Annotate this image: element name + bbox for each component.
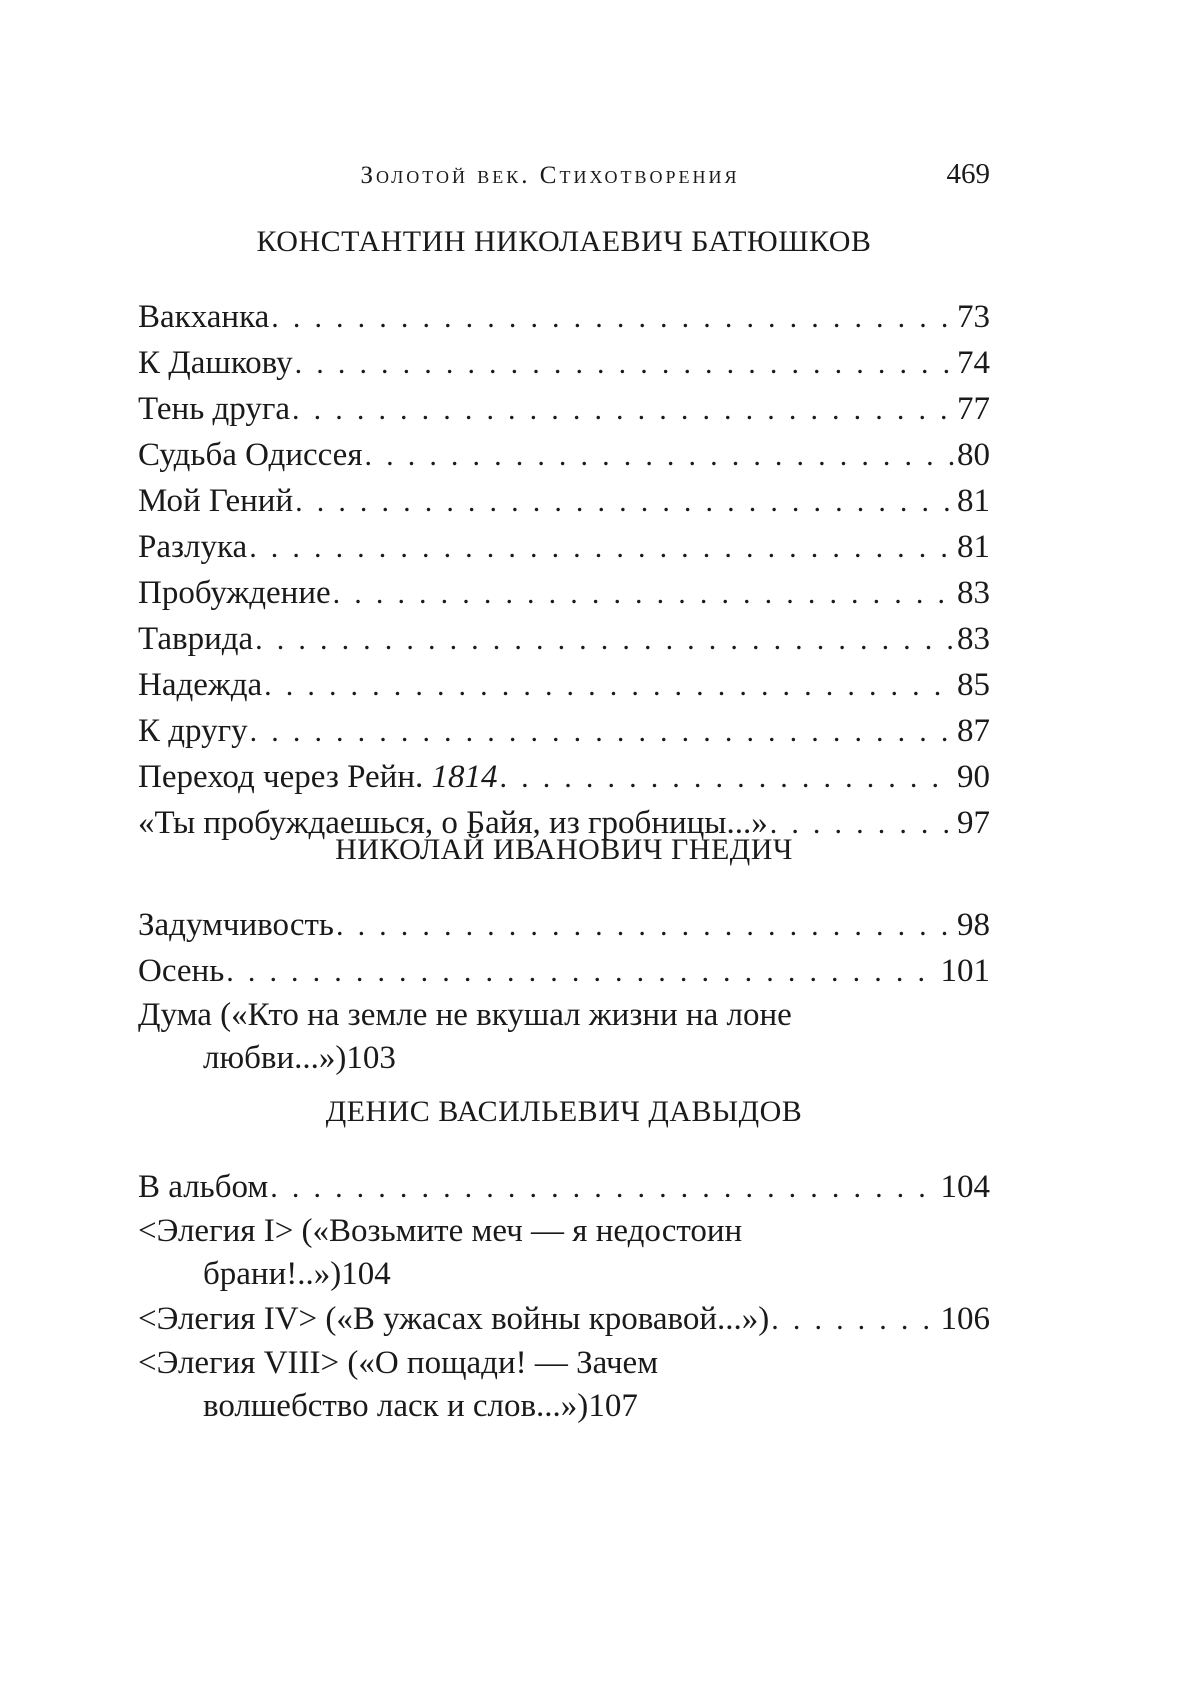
toc-entry[interactable] [138,386,990,432]
section-batyushkov [138,222,990,846]
toc-entry[interactable] [138,1296,990,1342]
toc-entry[interactable] [138,662,990,708]
toc-entry[interactable] [138,294,990,340]
entry-title [138,754,498,800]
entry-page: 74 [957,345,990,381]
entry-page: 80 [957,437,990,473]
entry-page: 83 [957,621,990,657]
dot-leader [771,1297,938,1343]
toc-entry[interactable] [138,948,990,994]
entry-title: <Элегия IV> («В ужасах войны кровавой...») [138,1301,770,1337]
dot-leader [249,525,955,571]
running-head [0,158,1190,198]
entry-title-line2: любви...») [203,1040,347,1076]
entry-page: 81 [957,529,990,565]
dot-leader [226,949,938,995]
section-gnedich [138,830,990,1080]
entry-page: 104 [940,1169,990,1205]
entry-page: 103 [346,1040,396,1076]
toc-entry[interactable] [138,754,990,800]
entry-title: «Ты пробуждаешься, о Байя, из гробницы...» [138,805,768,841]
entry-title: К Дашкову [138,345,293,381]
running-head-title: Золотой век. Стихотворения [360,162,740,189]
entry-title-line2: волшебство ласк и слов...») [203,1388,589,1424]
entry-title-line1: <Элегия VIII> («О пощади! — Зачем [138,1345,659,1381]
dot-leader [270,1165,938,1211]
entry-title: Надежда [138,667,263,703]
dot-leader [333,571,955,617]
entry-title-year: 1814 [431,759,498,795]
author-heading: ДЕНИС ВАСИЛЬЕВИЧ ДАВЫДОВ [325,1095,803,1128]
toc-entry-multiline[interactable] [138,1210,990,1296]
toc-entry[interactable] [138,570,990,616]
toc-entry[interactable] [138,708,990,754]
entry-page: 101 [940,953,990,989]
author-heading: КОНСТАНТИН НИКОЛАЕВИЧ БАТЮШКОВ [256,225,872,258]
entry-title: Судьба Одиссея [138,437,363,473]
section-davydov [138,1092,990,1428]
entry-title-line1: Дума («Кто на земле не вкушал жизни на лоне [138,997,792,1033]
entry-page: 73 [957,299,990,335]
entry-title: Таврида [138,621,254,657]
page-number: 469 [946,158,990,190]
toc-entry[interactable] [138,432,990,478]
entry-page: 107 [588,1388,638,1424]
entry-page: 106 [940,1301,990,1337]
dot-leader [336,903,955,949]
entry-title-text: Переход через Рейн. [138,759,424,795]
entry-title: В альбом [138,1169,269,1205]
dot-leader [255,617,955,663]
dot-leader [292,387,955,433]
dot-leader [365,433,955,479]
toc-entry-multiline[interactable] [138,1342,990,1428]
entry-page: 85 [957,667,990,703]
entry-page: 98 [957,907,990,943]
dot-leader [295,341,955,387]
toc-entry[interactable] [138,616,990,662]
entry-title: Пробуждение [138,575,331,611]
dot-leader [271,295,955,341]
entry-title: Осень [138,953,225,989]
entry-continuation [138,1253,990,1296]
entry-continuation [138,1037,990,1080]
toc-entry[interactable] [138,1164,990,1210]
toc-entry[interactable] [138,478,990,524]
dot-leader [250,709,955,755]
entry-page: 97 [957,805,990,841]
entry-page: 104 [341,1256,391,1292]
entry-title: Тень друга [138,391,291,427]
entry-page: 90 [957,759,990,795]
entry-continuation [138,1385,990,1428]
toc-entry[interactable] [138,524,990,570]
entry-page: 83 [957,575,990,611]
entry-title: Задумчивость [138,907,334,943]
dot-leader [500,755,956,801]
toc-entry[interactable] [138,340,990,386]
entry-title: Мой Гений [138,483,294,519]
dot-leader [295,479,955,525]
dot-leader [264,663,955,709]
entry-page: 81 [957,483,990,519]
toc-entry[interactable] [138,902,990,948]
entry-title: Вакханка [138,299,270,335]
entry-page: 77 [957,391,990,427]
entry-title-line1: <Элегия I> («Возьмите меч — я недостоин [138,1213,743,1249]
entry-title-line2: брани!..») [203,1256,342,1292]
toc-entry-multiline[interactable] [138,994,990,1080]
author-heading: НИКОЛАЙ ИВАНОВИЧ ГНЕДИЧ [335,833,793,866]
entry-page: 87 [957,713,990,749]
entry-title: К другу [138,713,248,749]
entry-title: Разлука [138,529,248,565]
